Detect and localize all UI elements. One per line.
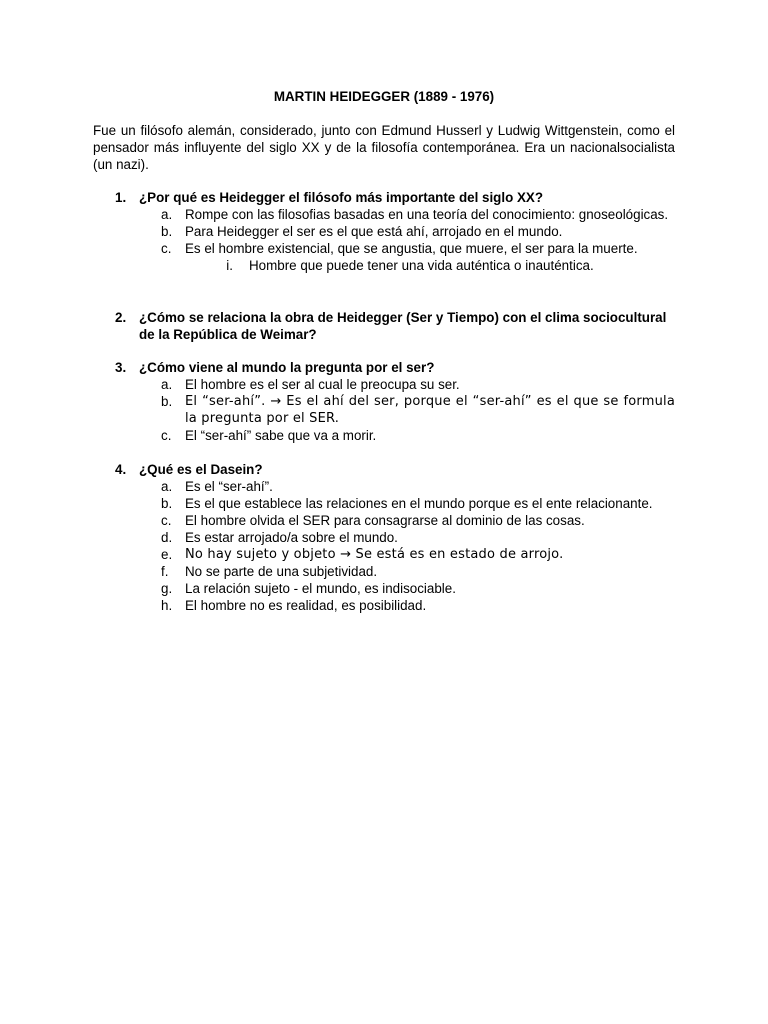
list-item-letter: b. [161,496,173,511]
list-item [139,240,675,257]
list-item-text: El hombre olvida el SER para consagrarse al dominio de las cosas. [185,513,585,528]
list-item-text: No hay sujeto y objeto → Se está es en estado de arrojo. [185,547,564,562]
list-item-letter: g. [161,581,173,596]
list-item [139,529,675,546]
list-item-text: Es el hombre existencial, que se angustia, que muere, el ser para la muerte. [185,241,638,256]
list-item-letter: a. [161,207,173,222]
list-item-text: Rompe con las filosofias basadas en una teoría del conocimiento: gnoseológicas. [185,207,669,222]
question-3 [93,359,675,444]
question-number: 2. [115,310,127,325]
question-number: 3. [115,360,127,375]
question-number: 4. [115,462,127,477]
list-subitem-text: Hombre que puede tener una vida auténtica o inauténtica. [249,258,594,273]
list-item [139,376,675,393]
list-item [139,206,675,223]
list-item-text: El hombre es el ser al cual le preocupa su ser. [185,377,460,392]
list-item [139,495,675,512]
question-number: 1. [115,190,127,205]
list-item-letter: c. [161,513,172,528]
list-item-letter: b. [161,224,173,239]
question-text: ¿Por qué es Heidegger el filósofo más importante del siglo XX? [139,190,544,205]
list-item [139,427,675,444]
list-item-letter: c. [161,241,172,256]
list-item [139,512,675,529]
question-text: ¿Cómo se relaciona la obra de Heidegger (Ser y Tiempo) con el clima sociocultural de la República de Weimar? [139,310,667,342]
list-item [139,393,675,427]
document-title: MARTIN HEIDEGGER (1889 - 1976) [273,89,495,104]
list-item-text: Es estar arrojado/a sobre el mundo. [185,530,398,545]
question-1 [93,189,675,274]
question-text: ¿Qué es el Dasein? [139,462,263,477]
list-subitem [187,257,675,274]
list-item-letter: h. [161,598,173,613]
list-item-letter: a. [161,479,173,494]
list-item-text: La relación sujeto - el mundo, es indisociable. [185,581,456,596]
list-item [139,563,675,580]
list-item [139,223,675,240]
list-item-text: Para Heidegger el ser es el que está ahí, arrojado en el mundo. [185,224,563,239]
list-item-text: No se parte de una subjetividad. [185,564,378,579]
list-item-text: El “ser-ahí”. → Es el ahí del ser, porque el “ser-ahí” es el que se formula la pregunta por el SER. [185,394,675,426]
list-item [139,546,675,563]
list-item-letter: b. [161,394,173,409]
list-item-text: El hombre no es realidad, es posibilidad. [185,598,427,613]
list-subitem-numeral: i. [226,258,233,273]
list-item-letter: f. [161,564,169,579]
question-text: ¿Cómo viene al mundo la pregunta por el ser? [139,360,435,375]
list-item [139,580,675,597]
list-item-letter: a. [161,377,173,392]
list-item [139,597,675,614]
list-item-letter: d. [161,530,173,545]
question-4 [93,461,675,614]
list-item [139,478,675,495]
list-item-text: Es el que establece las relaciones en el mundo porque es el ente relacionante. [185,496,653,511]
list-item-letter: c. [161,428,172,443]
list-item-letter: e. [161,547,173,562]
question-2 [93,309,675,343]
intro-paragraph: Fue un filósofo alemán, considerado, junto con Edmund Husserl y Ludwig Wittgenstein, como el pensador más influyente del siglo XX y de la filosofía contemporánea. Era un nacionalsocialista (un nazi). [93,123,675,172]
list-item-text: El “ser-ahí” sabe que va a morir. [185,428,377,443]
list-item-text: Es el “ser-ahí”. [185,479,273,494]
